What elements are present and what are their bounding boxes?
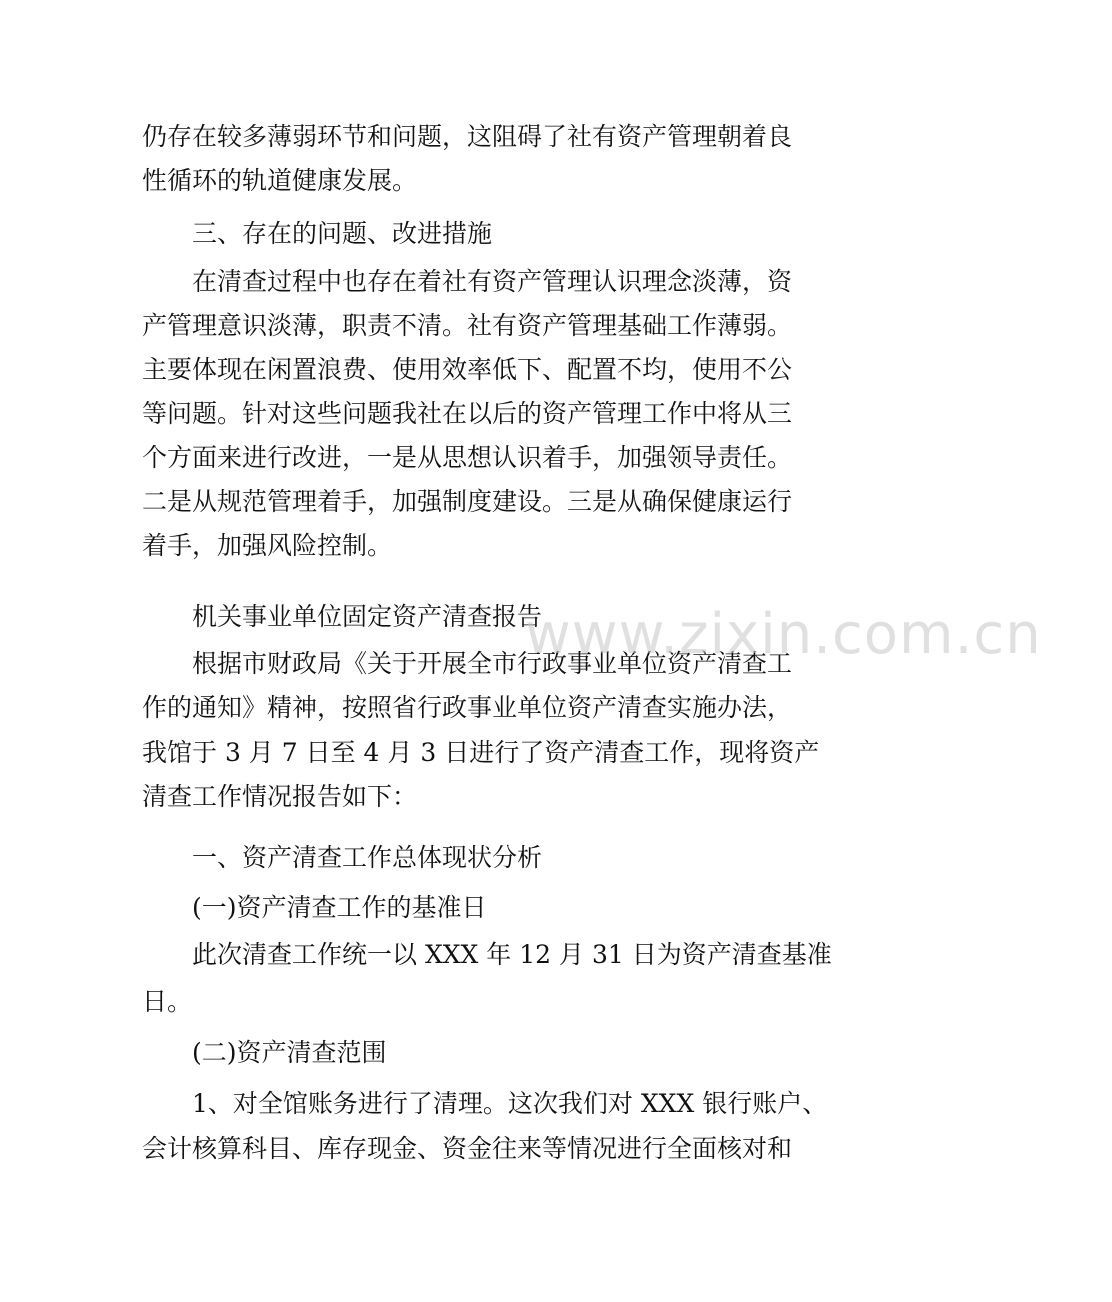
text-line: 二是从规范管理着手，加强制度建设。三是从确保健康运行 bbox=[142, 487, 793, 516]
text-line: 主要体现在闲置浪费、使用效率低下、配置不均，使用不公 bbox=[142, 355, 793, 384]
text-line: 仍存在较多薄弱环节和问题，这阻碍了社有资产管理朝着良 bbox=[142, 122, 793, 151]
text-line: 等问题。针对这些问题我社在以后的资产管理工作中将从三 bbox=[142, 399, 793, 428]
section-heading: 一、资产清查工作总体现状分析 bbox=[192, 843, 543, 872]
text-line: 着手，加强风险控制。 bbox=[142, 531, 393, 560]
subsection-heading: (二)资产清查范围 bbox=[192, 1038, 387, 1067]
text-line: 个方面来进行改进，一是从思想认识着手，加强领导责任。 bbox=[142, 443, 793, 472]
watermark: www.zixin.com.cn bbox=[525, 602, 1042, 667]
text-line: 会计核算科目、库存现金、资金往来等情况进行全面核对和 bbox=[142, 1134, 793, 1163]
section-heading: 三、存在的问题、改进措施 bbox=[192, 219, 493, 248]
text-line: 在清查过程中也存在着社有资产管理认识理念淡薄，资 bbox=[192, 267, 793, 296]
text-line: 清查工作情况报告如下： bbox=[142, 782, 418, 811]
text-line: 性循环的轨道健康发展。 bbox=[142, 166, 418, 195]
text-line: 根据市财政局《关于开展全市行政事业单位资产清查工 bbox=[192, 649, 793, 678]
text-line: 我馆于 3 月 7 日至 4 月 3 日进行了资产清查工作，现将资产 bbox=[142, 738, 820, 767]
subsection-heading: (一)资产清查工作的基准日 bbox=[192, 893, 487, 922]
text-line: 1、对全馆账务进行了清理。这次我们对 XXX 银行账户、 bbox=[192, 1089, 828, 1118]
text-line: 产管理意识淡薄，职责不清。社有资产管理基础工作薄弱。 bbox=[142, 311, 793, 340]
report-title: 机关事业单位固定资产清查报告 bbox=[192, 602, 543, 631]
text-line: 此次清查工作统一以 XXX 年 12 月 31 日为资产清查基准 bbox=[192, 940, 832, 969]
text-line: 作的通知》精神，按照省行政事业单位资产清查实施办法， bbox=[142, 693, 793, 722]
text-line: 日。 bbox=[142, 987, 193, 1016]
